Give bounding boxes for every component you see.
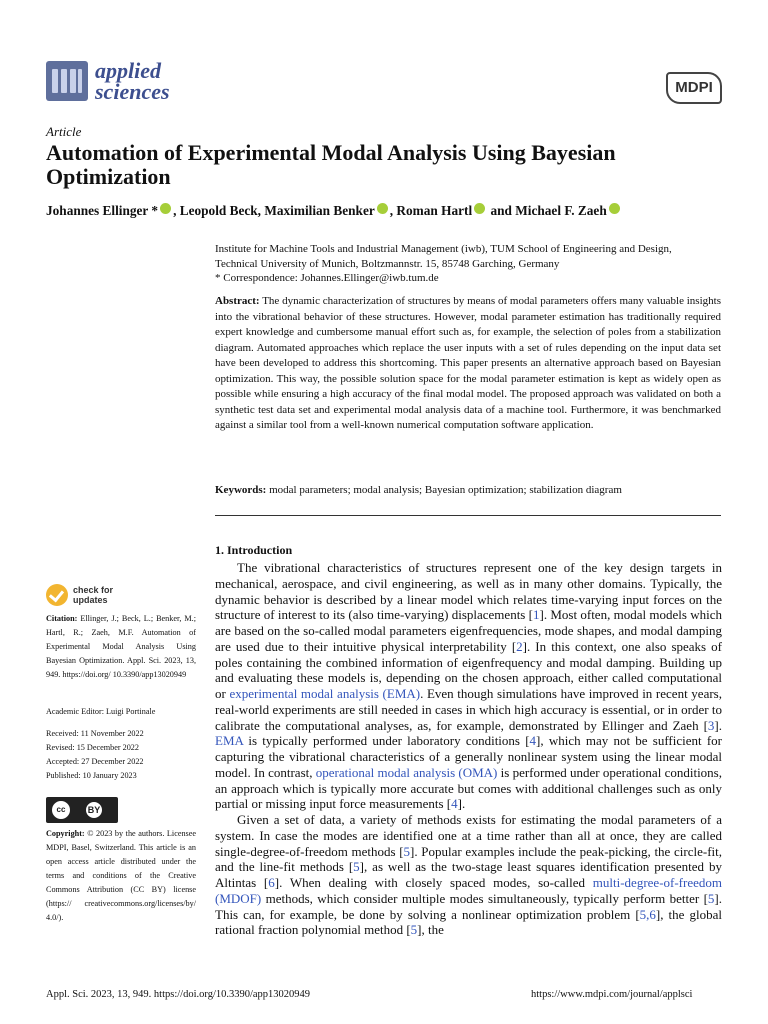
citation-link[interactable]: 6 (268, 875, 275, 890)
citation-link[interactable]: 4 (529, 733, 537, 749)
correspondence: * Correspondence: Johannes.Ellinger@iwb.tum.de (215, 272, 439, 284)
check-for-updates-button[interactable]: check for updates (46, 584, 113, 606)
citation-link[interactable]: 5 (410, 922, 418, 938)
citation-link[interactable]: 3 (707, 717, 715, 733)
author-name: Johannes Ellinger * (46, 203, 159, 218)
citation-link[interactable]: 1 (532, 607, 540, 623)
paragraph: The vibrational characteristics of structures represent one of the key design targets in mechanical, aerospace, and civil engineering, as well as in many other domains. Typically, the dynamic behavior is described by a linear model which relates time-varying input forces on the structure of interest to its (also time-varying) displacements [1]. Most often, modal models which are based on the so-called modal parameters eigenfrequencies, mode shapes, and modal damping are used due to their intuitive physical interpretability [2]. In this context, one also speaks of poles containing the combined information of eigenfrequency and modal damping. Building up and evaluating these models is, depending on the chosen approach, either called computational or experimental modal analysis (EMA). Even though simulations have improved in recent years, real-world experiments are still needed in cases in which high accuracy is essential, or in order to calibrate the computational analyses, as, for example, demonstrated by Ellinger and Zaeh [3]. EMA is typically performed under laboratory conditions [4], which may not be sufficient for capturing the vibrational characteristics of a generally nonlinear system using the linear modal model. In contrast, operational modal analysis (OMA) is performed under operational conditions, an approach which is typically more accurate but comes with additional challenges such as only partial or missing input force measurements [4]. (215, 560, 723, 812)
acronym-link[interactable]: EMA (215, 733, 244, 749)
orcid-icon[interactable] (377, 203, 388, 214)
cc-by-license-badge[interactable] (46, 797, 118, 823)
section-heading: 1. Introduction (215, 543, 293, 557)
keywords-label: Keywords: (215, 484, 267, 496)
abstract-label: Abstract: (215, 295, 260, 307)
paper-title: Automation of Experimental Modal Analysis Using Bayesian Optimization (46, 140, 616, 189)
abstract-text: The dynamic characterization of structures by means of modal parameters offers many valuable insights into the vibrational behavior of these structures. However, modal parameter estimation has traditionally required expert knowledge and cumbersome manual effort such as, for example, the selection of poles from a stabilization diagram. Automated approaches which replace the user inputs with a set of rules depending on the input data set have been developed to address this shortcoming. This paper presents an alternative approach based on Bayesian optimization. This way, the possible solution space for the modal parameter estimation is kept as widely open as possible while ensuring a high accuracy of the final modal model. The proposed approach was validated on both a synthetic test data set and experimental modal analysis data of a machine tool. Furthermore, it was benchmarked against a similar tool from a well-known numerical computation software application. (215, 295, 721, 431)
citation-link[interactable]: 4 (451, 796, 458, 812)
citation-link[interactable]: 5 (353, 859, 360, 875)
cc-icon: cc (50, 799, 72, 821)
keywords (215, 484, 721, 496)
article-type: Article (46, 124, 82, 139)
copyright-block: Copyright: © 2023 by the authors. Licensee MDPI, Basel, Switzerland. This article is an open access article distributed under the terms and conditions of the Creative Commons Attribution (CC BY) license (https:// creativecommons.org/licenses/by/ 4.0/). (46, 829, 197, 922)
section-body (215, 560, 722, 938)
orcid-icon[interactable] (160, 203, 171, 214)
author-name: Leopold Beck, Maximilian Benker (179, 203, 375, 218)
citation-block: Citation: Ellinger, J.; Beck, L.; Benker, M.; Hartl, R.; Zaeh, M.F. Automation of Experimental Modal Analysis Using Bayesian Optimization. Appl. Sci. 2023, 13, 949. https://doi.org/ 10.3390/app13020949 (46, 614, 197, 679)
author-name: Roman Hartl (396, 203, 473, 218)
acronym-link[interactable]: operational modal analysis (OMA) (315, 764, 498, 780)
journal-name: applied sciences (95, 58, 170, 104)
abstract (215, 294, 721, 434)
author-name: Michael F. Zaeh (515, 203, 607, 218)
acronym-link[interactable]: multi-degree-of-freedom (MDOF) (215, 875, 722, 906)
orcid-icon[interactable] (609, 203, 620, 214)
orcid-icon[interactable] (474, 203, 485, 214)
journal-logo (46, 58, 286, 104)
journal-logo-icon (46, 61, 88, 101)
citation-link[interactable]: 2 (516, 638, 523, 654)
citation-link[interactable]: 5 (707, 890, 715, 906)
citation-link[interactable]: 5,6 (639, 906, 656, 922)
academic-editor: Academic Editor: Luigi Portinale (46, 707, 156, 716)
author-list: Johannes Ellinger * , Leopold Beck, Maximilian Benker , Roman Hartl and Michael F. Zaeh (46, 203, 736, 219)
footer-journal-url[interactable]: https://www.mdpi.com/journal/applsci (531, 989, 693, 1000)
check-updates-icon (46, 584, 68, 606)
keywords-text: modal parameters; modal analysis; Bayesian optimization; stabilization diagram (269, 484, 622, 496)
citation-link[interactable]: 5 (403, 843, 411, 859)
affiliation: Institute for Machine Tools and Industrial Management (iwb), TUM School of Engineering and Design, Technical University of Munich, Boltzmannstr. 15, 85748 Garching, Germany * Correspondence: Johannes.Ellinger@iwb.tum.de (215, 242, 735, 286)
publication-dates: Received: 11 November 2022 Revised: 15 December 2022 Accepted: 27 December 2022 Published: 10 January 2023 (46, 729, 144, 780)
by-icon: BY (86, 802, 102, 818)
divider (215, 515, 721, 516)
publisher-logo: MDPI (666, 72, 722, 104)
acronym-link[interactable]: experimental modal analysis (EMA) (229, 686, 421, 701)
footer-citation: Appl. Sci. 2023, 13, 949. https://doi.org/10.3390/app13020949 (46, 989, 311, 1000)
paragraph: Given a set of data, a variety of methods exists for estimating the modal parameters of a system. In case the modes are identified one at a time rather than all at once, they are called single-degree-of-freedom methods [5]. Popular examples include the peak-picking, the circle-fit, and the line-fit methods [5], as well as the two-stage least squares identification presented by Altintas [6]. When dealing with closely spaced modes, so-called multi-degree-of-freedom (MDOF) methods, which consider multiple modes simultaneously, typically perform better [5]. This can, for example, be done by solving a nonlinear optimization problem [5,6], the global rational fraction polynomial method [5], the (215, 812, 722, 938)
